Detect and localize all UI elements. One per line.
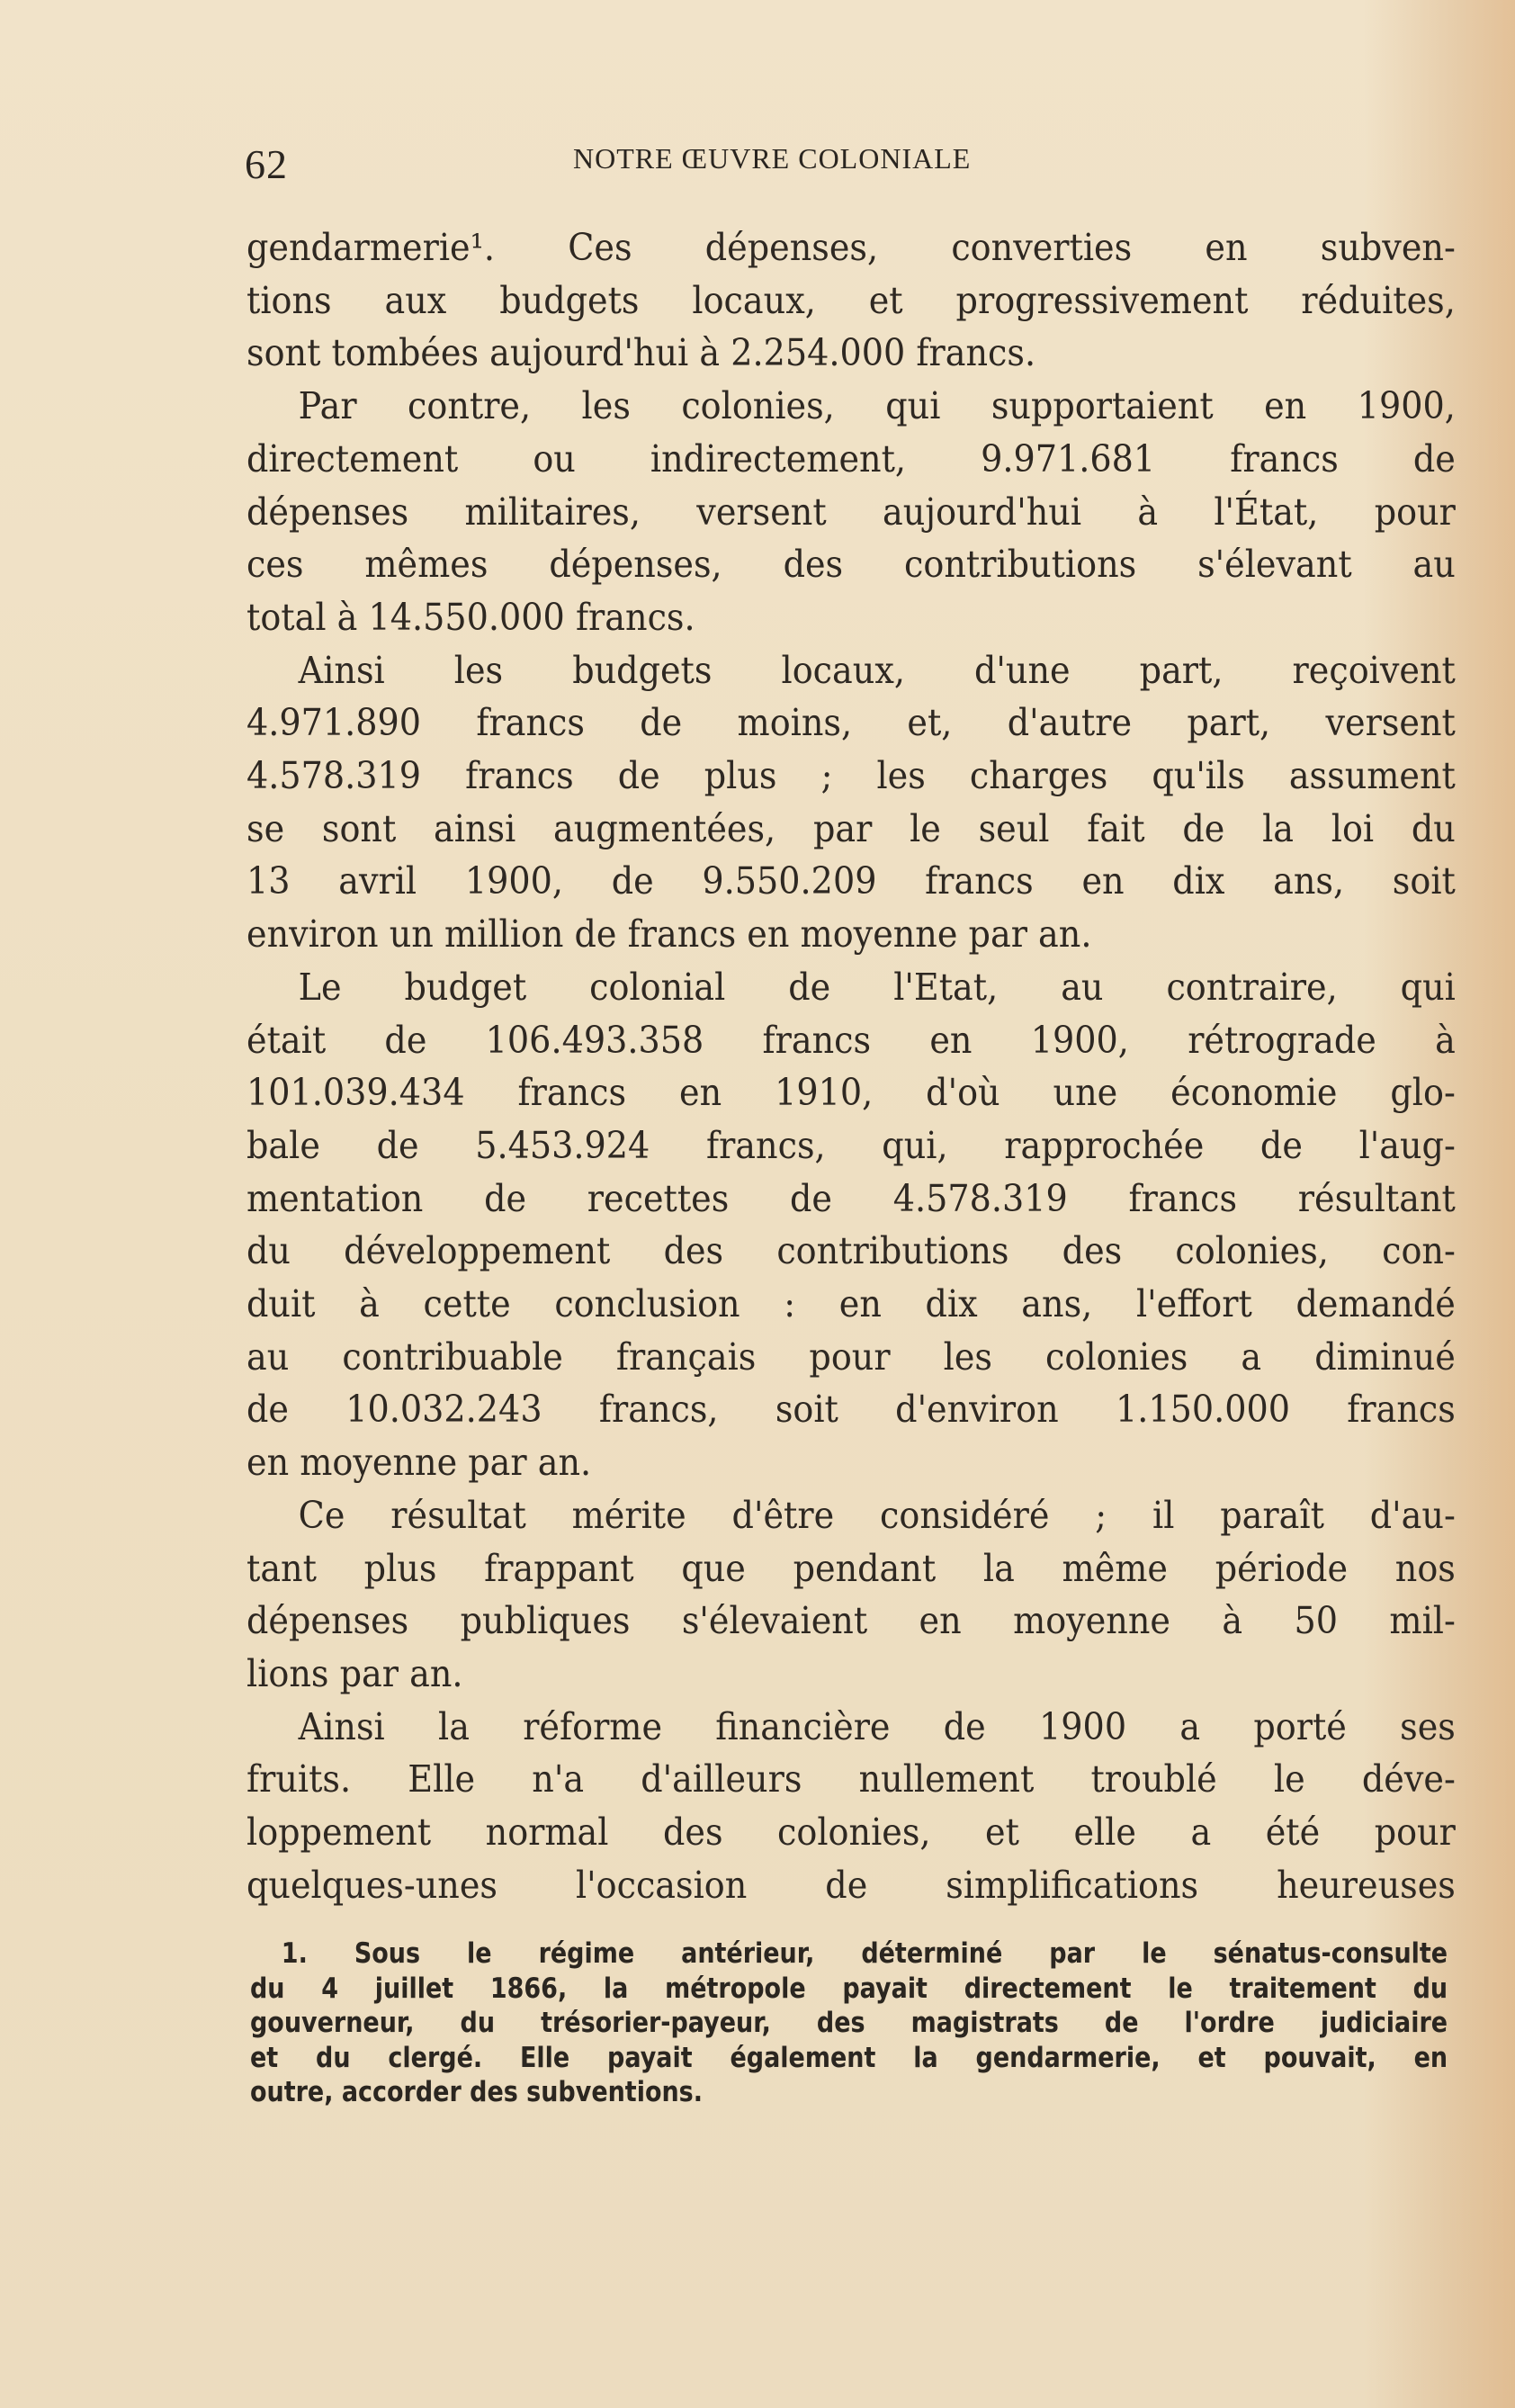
text-line: environ un million de francs en moyenne par an. [247, 912, 1092, 957]
footnote-line: et du clergé. Elle payait également la gendarmerie, et pouvait, en [250, 2041, 1448, 2074]
text-line: du développement des contributions des colonies, con- [247, 1229, 1456, 1273]
footnote-line: 1. Sous le régime antérieur, déterminé par le sénatus-consulte [281, 1937, 1448, 1970]
text-line: Par contre, les colonies, qui supportaient en 1900, [298, 384, 1456, 428]
text-line: Ainsi les budgets locaux, d'une part, reçoivent [298, 648, 1456, 692]
text-line: se sont ainsi augmentées, par le seul fait de la loi du [247, 806, 1456, 850]
text-line: duit à cette conclusion : en dix ans, l'effort demandé [247, 1282, 1456, 1326]
text-line: dépenses publiques s'élevaient en moyenne à 50 mil- [247, 1599, 1456, 1643]
text-line: gendarmerie¹. Ces dépenses, converties en subven- [247, 226, 1456, 269]
page-number: 62 [245, 141, 288, 187]
page-header [245, 133, 1450, 196]
text-line: fruits. Elle n'a d'ailleurs nullement troublé le déve- [247, 1757, 1456, 1802]
text-line: en moyenne par an. [247, 1441, 592, 1485]
text-line: de 10.032.243 francs, soit d'environ 1.150.000 francs [247, 1388, 1456, 1432]
body-text [247, 221, 1456, 1912]
text-line: ces mêmes dépenses, des contributions s'élevant au [247, 543, 1456, 587]
text-line: total à 14.550.000 francs. [247, 595, 695, 639]
footnote [250, 1936, 1448, 2110]
text-line: dépenses militaires, versent aujourd'hui à l'État, pour [247, 490, 1456, 534]
text-line: tant plus frappant que pendant la même période nos [247, 1546, 1456, 1590]
text-line: lions par an. [247, 1651, 463, 1695]
text-line: quelques-unes l'occasion de simplifications heureuses [247, 1863, 1456, 1907]
text-line: était de 106.493.358 francs en 1900, rétrograde à [247, 1018, 1456, 1062]
text-line: 13 avril 1900, de 9.550.209 francs en dix ans, soit [247, 859, 1456, 903]
text-line: Ainsi la réforme financière de 1900 a porté ses [298, 1704, 1456, 1748]
text-line: 4.971.890 francs de moins, et, d'autre part, versent [247, 701, 1456, 745]
text-line: directement ou indirectement, 9.971.681 francs de [247, 436, 1456, 481]
footnote-line: du 4 juillet 1866, la métropole payait directement le traitement du [250, 1972, 1448, 2005]
text-line: tions aux budgets locaux, et progressivement réduites, [247, 278, 1456, 322]
text-line: Ce résultat mérite d'être considéré ; il paraît d'au- [298, 1493, 1456, 1537]
footnote-line: outre, accorder des subventions. [250, 2076, 703, 2108]
text-line: mentation de recettes de 4.578.319 francs résultant [247, 1176, 1456, 1220]
text-line: 101.039.434 francs en 1910, d'où une économie glo- [247, 1071, 1456, 1115]
text-line: sont tombées aujourd'hui à 2.254.000 francs. [247, 331, 1036, 375]
text-line: Le budget colonial de l'Etat, au contraire, qui [298, 965, 1456, 1009]
footnote-line: gouverneur, du trésorier-payeur, des magistrats de l'ordre judiciaire [250, 2007, 1448, 2039]
text-line: loppement normal des colonies, et elle a été pour [247, 1810, 1456, 1855]
text-line: 4.578.319 francs de plus ; les charges qu'ils assument [247, 754, 1456, 798]
text-line: bale de 5.453.924 francs, qui, rapprochée de l'aug- [247, 1123, 1456, 1167]
text-line: au contribuable français pour les colonies a diminué [247, 1334, 1456, 1379]
running-title: NOTRE ŒUVRE COLONIALE [573, 142, 972, 175]
